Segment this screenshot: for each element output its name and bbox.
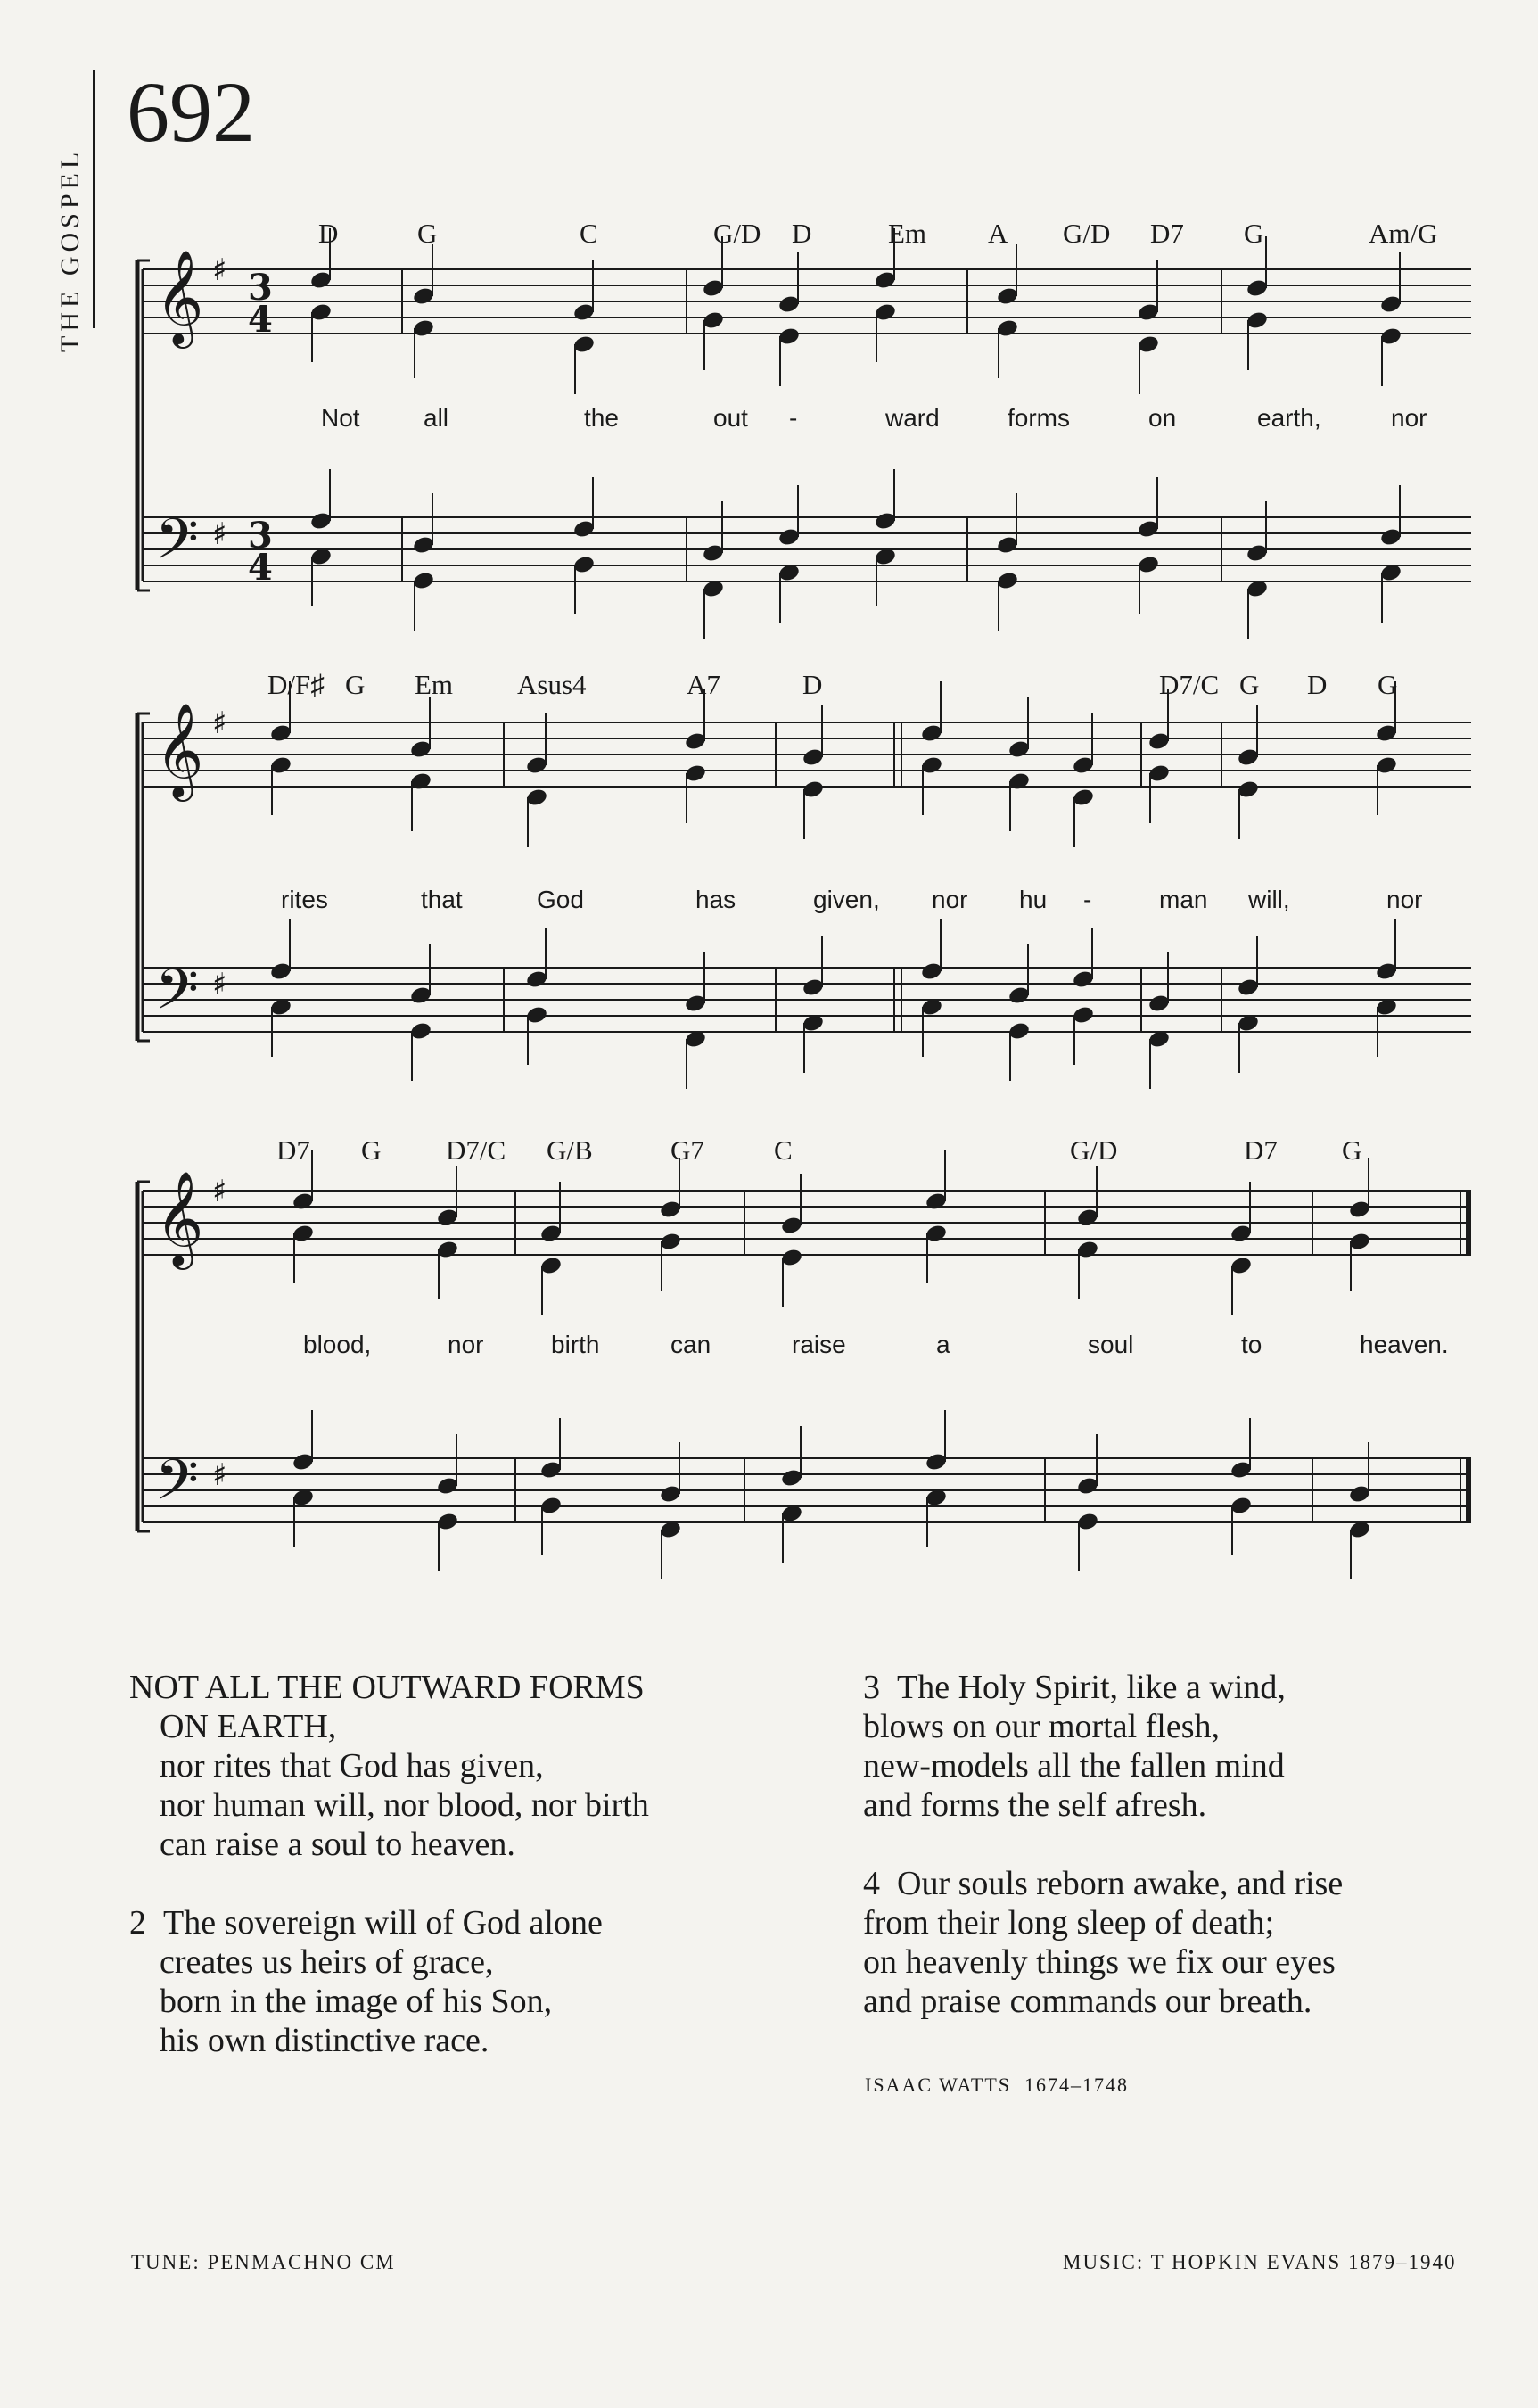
lyric-syllable: earth,	[1257, 404, 1321, 432]
chord-symbol: D	[1307, 669, 1328, 700]
chord-symbol: G/D	[1063, 218, 1111, 249]
chord-symbol: G/D	[713, 218, 761, 249]
chord-symbol: D/F♯	[267, 669, 325, 700]
final-barline-thick	[1466, 1191, 1471, 1255]
bass-clef: 𝄢	[155, 1447, 199, 1526]
verse-4-line: on heavenly things we fix our eyes	[863, 1943, 1336, 1981]
chord-symbol: Em	[888, 218, 927, 249]
treble-clef: 𝄞	[155, 249, 204, 344]
lyric-syllable: Not	[321, 404, 360, 432]
lyric-syllable: will,	[1248, 886, 1290, 913]
chord-symbol: A	[988, 218, 1008, 249]
verse-4-number: 4	[863, 1865, 880, 1902]
chord-symbol: G	[1244, 218, 1264, 249]
chord-symbol: Em	[415, 669, 454, 700]
bass-clef: 𝄢	[155, 506, 199, 585]
chord-symbol: G	[1342, 1134, 1362, 1166]
chord-symbol: D7	[276, 1134, 310, 1166]
chord-symbol: D7	[1244, 1134, 1278, 1166]
lyric-syllable: the	[584, 404, 619, 432]
chord-symbol: D7	[1150, 218, 1184, 249]
lyric-syllable: has	[695, 886, 736, 913]
lyric-syllable: rites	[281, 886, 328, 913]
verse-4-line: from their long sleep of death;	[863, 1904, 1275, 1942]
key-signature-sharp: ♯	[212, 705, 227, 741]
chord-symbol: G	[345, 669, 366, 700]
chord-symbol: G	[1378, 669, 1398, 700]
chord-symbol: Am/G	[1369, 218, 1438, 249]
time-signature-bottom: 4	[248, 547, 273, 589]
lyric-syllable: forms	[1008, 404, 1070, 432]
treble-clef: 𝄞	[155, 1170, 204, 1266]
treble-clef: 𝄞	[155, 702, 204, 797]
key-signature-sharp: ♯	[212, 516, 227, 552]
chord-symbol: G/D	[1070, 1134, 1118, 1166]
hymn-number: 692	[127, 64, 255, 160]
lyric-syllable: hu	[1019, 886, 1048, 913]
section-label-text: THE GOSPEL	[55, 147, 85, 352]
chord-symbol: G	[1239, 669, 1260, 700]
verse-3-line: new-models all the fallen mind	[863, 1747, 1285, 1785]
lyric-syllable: heaven.	[1360, 1331, 1449, 1358]
lyric-syllable: that	[421, 886, 463, 913]
verse-3-line: 3 The Holy Spirit, like a wind,	[863, 1669, 1286, 1706]
verse-3-line: blows on our mortal flesh,	[863, 1708, 1221, 1745]
lyric-syllable: a	[936, 1331, 950, 1358]
lyric-syllable: nor	[448, 1331, 484, 1358]
verses-right	[863, 1668, 1487, 2021]
lyric-syllable: all	[424, 404, 449, 432]
lyric-syllable: ward	[885, 404, 940, 432]
key-signature-sharp: ♯	[212, 1457, 227, 1493]
lyric-syllable: can	[670, 1331, 711, 1358]
key-signature-sharp: ♯	[212, 1174, 227, 1209]
lyric-syllable: God	[537, 886, 584, 913]
chord-symbol: G/B	[547, 1134, 593, 1166]
lyric-syllable: birth	[551, 1331, 600, 1358]
lyric-syllable: man	[1159, 886, 1208, 913]
verse-4-line: 4 Our souls reborn awake, and rise	[863, 1865, 1344, 1902]
chord-symbol: Asus4	[517, 669, 587, 700]
author-name: ISAAC WATTS	[865, 2074, 1012, 2096]
chord-symbol: C	[580, 218, 598, 249]
verse-4-line: and praise commands our breath.	[863, 1983, 1312, 2020]
verse-3-line: and forms the self afresh.	[863, 1786, 1207, 1824]
verse-2-line: creates us heirs of grace,	[160, 1943, 494, 1981]
lyric-syllable: given,	[813, 886, 880, 913]
lyric-syllable: out	[713, 404, 748, 432]
verse-1-line: can raise a soul to heaven.	[160, 1826, 515, 1863]
lyric-syllable: -	[789, 404, 798, 432]
verse-2-line: his own distinctive race.	[160, 2022, 489, 2059]
lyric-syllable: -	[1083, 886, 1092, 913]
chord-symbol: D	[318, 218, 339, 249]
verse-1-title: NOT ALL THE OUTWARD FORMS	[129, 1669, 645, 1706]
key-signature-sharp: ♯	[212, 252, 227, 288]
lyric-syllable: nor	[1391, 404, 1427, 432]
chord-symbol: C	[774, 1134, 793, 1166]
lyric-syllable: nor	[1386, 886, 1423, 913]
verse-1-line: nor rites that God has given,	[160, 1747, 544, 1785]
time-signature-bottom: 4	[248, 299, 273, 341]
key-signature-sharp: ♯	[212, 967, 227, 1002]
verse-2-line: born in the image of his Son,	[160, 1983, 553, 2020]
lyric-syllable: on	[1148, 404, 1177, 432]
verse-2-line: 2 The sovereign will of God alone	[129, 1904, 603, 1942]
lyric-syllable: soul	[1088, 1331, 1134, 1358]
time-signature-top: 3	[248, 267, 273, 309]
chord-symbol: D7/C	[1159, 669, 1220, 700]
author-credit	[865, 2074, 1129, 2097]
tune-credit: TUNE: PENMACHNO CM	[131, 2251, 396, 2273]
verse-2-number: 2	[129, 1904, 146, 1942]
chord-symbol: D7/C	[446, 1134, 506, 1166]
chord-symbol: D	[792, 218, 812, 249]
lyric-syllable: blood,	[303, 1331, 372, 1358]
bass-clef: 𝄢	[155, 956, 199, 1035]
time-signature-top: 3	[248, 515, 273, 557]
verses-left	[129, 1668, 753, 2060]
verse-1-line: nor human will, nor blood, nor birth	[160, 1786, 649, 1824]
chord-symbol: A7	[687, 669, 720, 700]
lyric-syllable: to	[1241, 1331, 1262, 1358]
verse-1-title-cont: ON EARTH,	[160, 1708, 337, 1745]
author-dates: 1674–1748	[1024, 2074, 1130, 2096]
final-barline-thick	[1466, 1458, 1471, 1522]
chord-symbol: G7	[670, 1134, 704, 1166]
verse-3-number: 3	[863, 1669, 880, 1706]
lyric-syllable: nor	[932, 886, 968, 913]
chord-symbol: G	[361, 1134, 382, 1166]
lyric-syllable: raise	[792, 1331, 846, 1358]
chord-symbol: G	[417, 218, 438, 249]
chord-symbol: D	[802, 669, 823, 700]
music-credit: MUSIC: T HOPKIN EVANS 1879–1940	[1063, 2251, 1457, 2273]
